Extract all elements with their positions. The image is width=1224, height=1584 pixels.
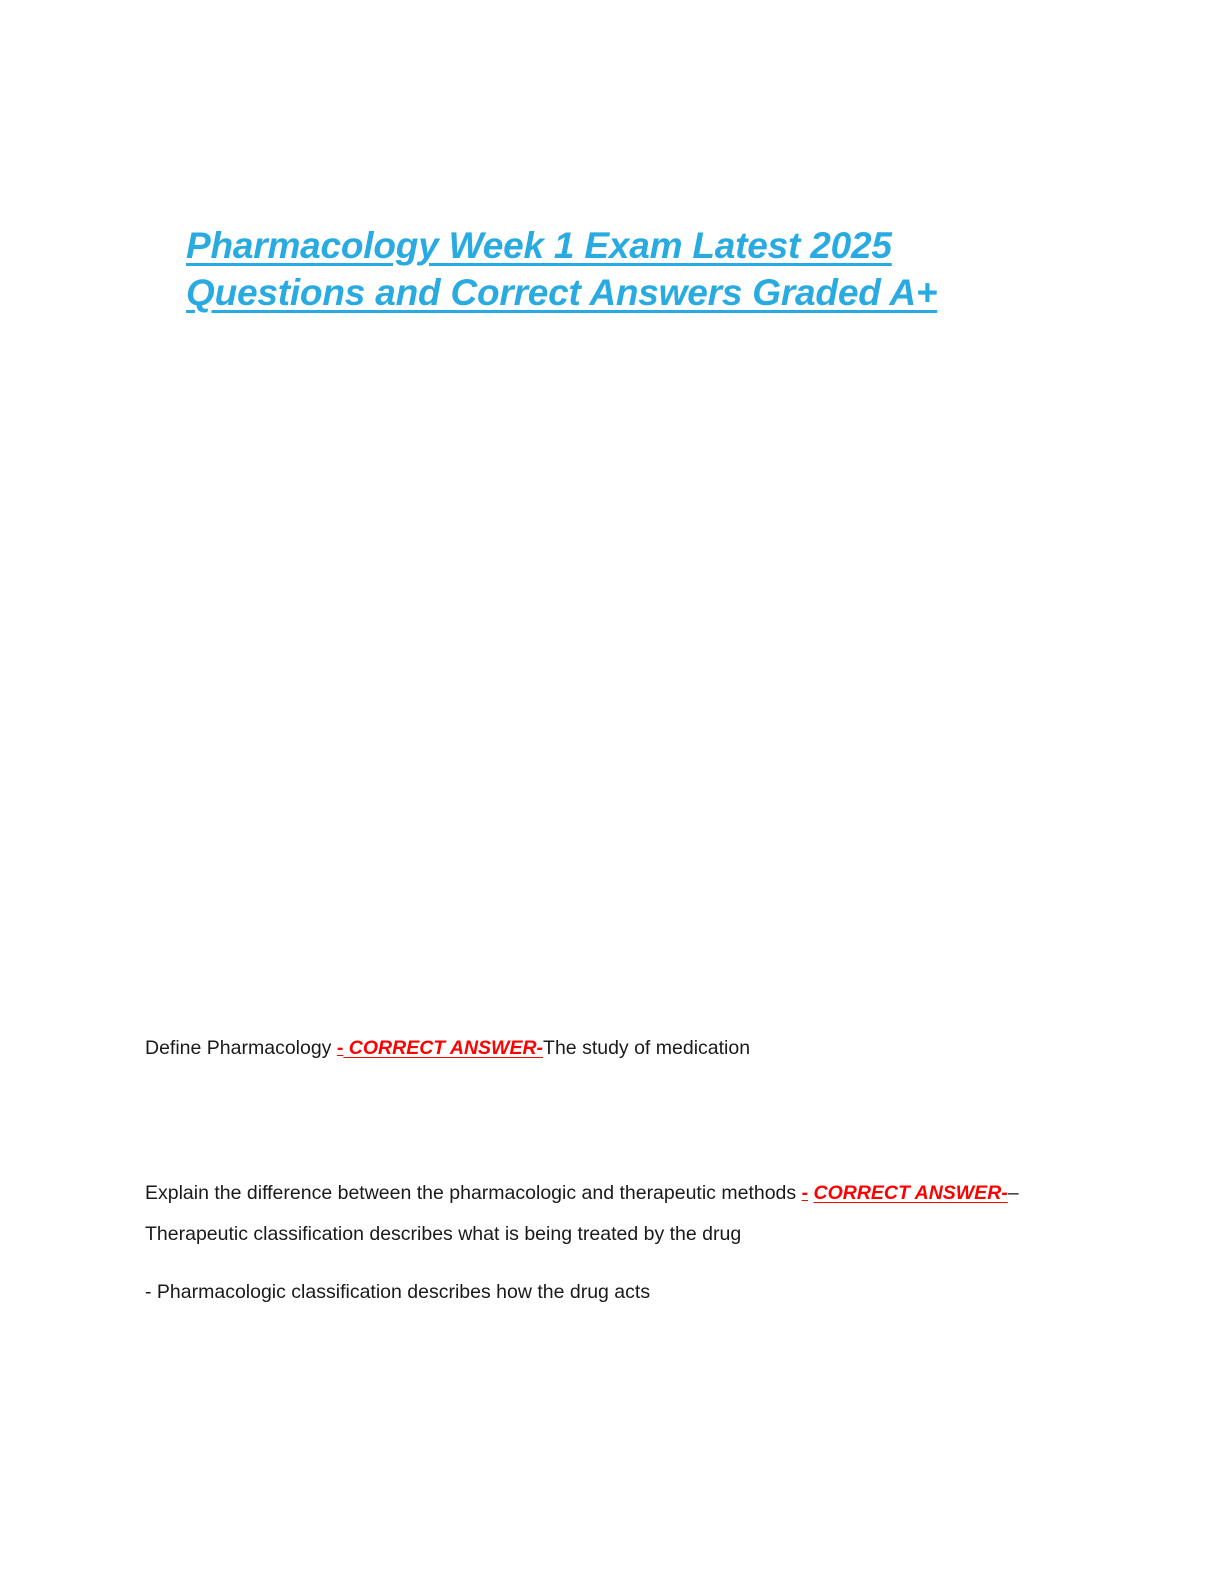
question-1-prompt: Define Pharmacology [145,1037,337,1059]
question-2-prompt: Explain the difference between the pharmacologic and therapeutic methods [145,1182,802,1204]
question-1-answer-tag: CORRECT ANSWER- [343,1037,544,1059]
page-title-line-1: Pharmacology Week 1 Exam Latest 2025 [186,224,892,266]
question-1-dash: - [336,1037,344,1059]
page-title [186,222,1036,316]
document-body [145,1028,1085,1307]
question-2-sub-answer: - Pharmacologic classification describes how the drug acts [145,1281,651,1303]
question-2-answer: – Therapeutic classification describes what is being treated by the drug [145,1182,1019,1245]
qa-item-2 [145,1173,1085,1255]
question-1-answer: The study of medication [543,1037,751,1059]
question-2-dash: - [801,1182,809,1204]
page-title-line-2: Questions and Correct Answers Graded A+ [186,271,938,313]
qa-item-1 [145,1028,1085,1069]
question-2-sub-answer-line [145,1277,1085,1307]
question-2-answer-tag: CORRECT ANSWER- [813,1182,1008,1204]
